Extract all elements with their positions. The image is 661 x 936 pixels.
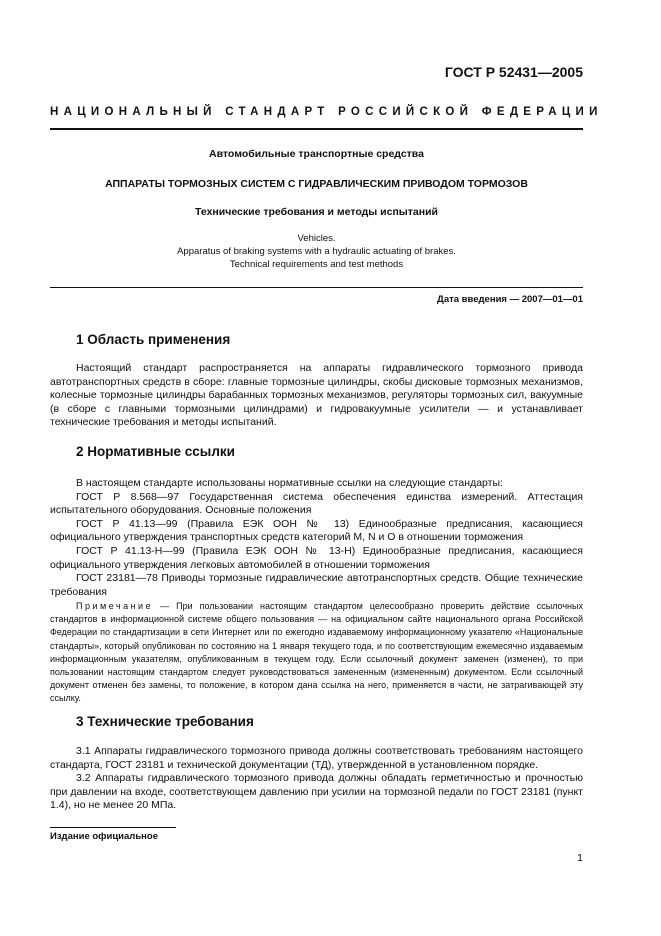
section-2-intro: В настоящем стандарте использованы нормативные ссылки на следующие стандарты: [76,477,503,489]
english-title-line: Technical requirements and test methods [229,259,404,270]
english-title-block [50,232,583,271]
normative-reference: ГОСТ Р 41.13—99 (Правила ЕЭК ООН № 13) Единообразные предписания, касающиеся официального утверждения транспортных средств категорий M, N и O в отношении торможения [50,517,583,544]
section-1-text: Настоящий стандарт распространяется на аппараты гидравлического тормозного привода автотранспортных средств в сборе: главные тормозные цилиндры, скобы дисковые тормозных механизмов, колесные тормозные цилиндры барабанных тормозных механизмов, регуляторы тормозных сил, вакуумные (в сборе с главными тормозными цилиндрами) и гидровакуумные усилители — и устанавливает технические требования и методы испытаний. [50,362,583,429]
national-standard-banner: НАЦИОНАЛЬНЫЙ СТАНДАРТ РОССИЙСКОЙ ФЕДЕРАЦИИ [50,106,603,118]
section-1-heading: 1 Область применения [76,332,231,347]
page-number: 1 [577,852,583,864]
clause-3-2: 3.2 Аппараты гидравлического тормозного привода должны обладать герметичностью и прочностью при давлении на входе, соответствующем давлению при усилии на тормозной педали по ГОСТ 23181 (пункт 1.4), но не менее 20 МПа. [50,772,583,812]
title-rule [50,287,583,288]
clause-3-1: 3.1 Аппараты гидравлического тормозного привода должны соответствовать требованиям настоящего стандарта, ГОСТ 23181 и технической документации (ТД), утвержденной в установленном порядке. [50,745,583,771]
english-title-line: Vehicles. [297,233,336,244]
document-subject: Автомобильные транспортные средства [209,148,424,160]
english-title-line: Apparatus of braking systems with a hydraulic actuating of brakes. [177,246,456,257]
edition-label: Издание официальное [50,831,158,842]
note-text: — При пользовании настоящим стандартом целесообразно проверить действие ссылочных стандартов в информационной системе общего пользования — на официальном сайте национального органа Российской Федерации по стандартизации в сети Интернет или по ежегодно издаваемому информационному указателю «Национальные стандарты», который опубликован по состоянию на 1 января текущего года, и по соответствующим ежемесячно издаваемым информационным указателям, опубликованным в текущем году. Если ссылочный документ заменен (изменен), то при пользовании настоящим стандартом следует руководствоваться замененным (измененным) документом. Если ссылочный документ отменен без замены, то положение, в котором дана ссылка на него, применяется в части, не затрагивающей эту ссылку. [50,601,583,704]
document-subtitle: Технические требования и методы испытаний [195,206,438,218]
section-3-heading: 3 Технические требования [76,714,254,729]
standard-number: ГОСТ Р 52431—2005 [444,64,583,80]
section-1-body [50,362,583,430]
note-label: Примечание [76,601,154,611]
document-title: АППАРАТЫ ТОРМОЗНЫХ СИСТЕМ С ГИДРАВЛИЧЕСКИМ ПРИВОДОМ ТОРМОЗОВ [105,178,528,190]
header-rule [50,128,583,130]
introduction-date: Дата введения — 2007—01—01 [437,294,583,305]
footer-rule [50,827,176,828]
normative-reference: ГОСТ 23181—78 Приводы тормозные гидравлические автотранспортных средств. Общие технические требования [50,572,583,598]
section-3-body [50,745,583,813]
normative-reference: ГОСТ Р 8.568—97 Государственная система обеспечения единства измерений. Аттестация испытательного оборудования. Основные положения [50,490,583,517]
normative-reference: ГОСТ Р 41.13-Н—99 (Правила ЕЭК ООН № 13-Н) Единообразные предписания, касающиеся официального утверждения легковых автомобилей в отношении торможения [50,544,583,571]
section-2-heading: 2 Нормативные ссылки [76,444,235,459]
note-block [50,600,583,706]
section-2-body [50,477,583,599]
